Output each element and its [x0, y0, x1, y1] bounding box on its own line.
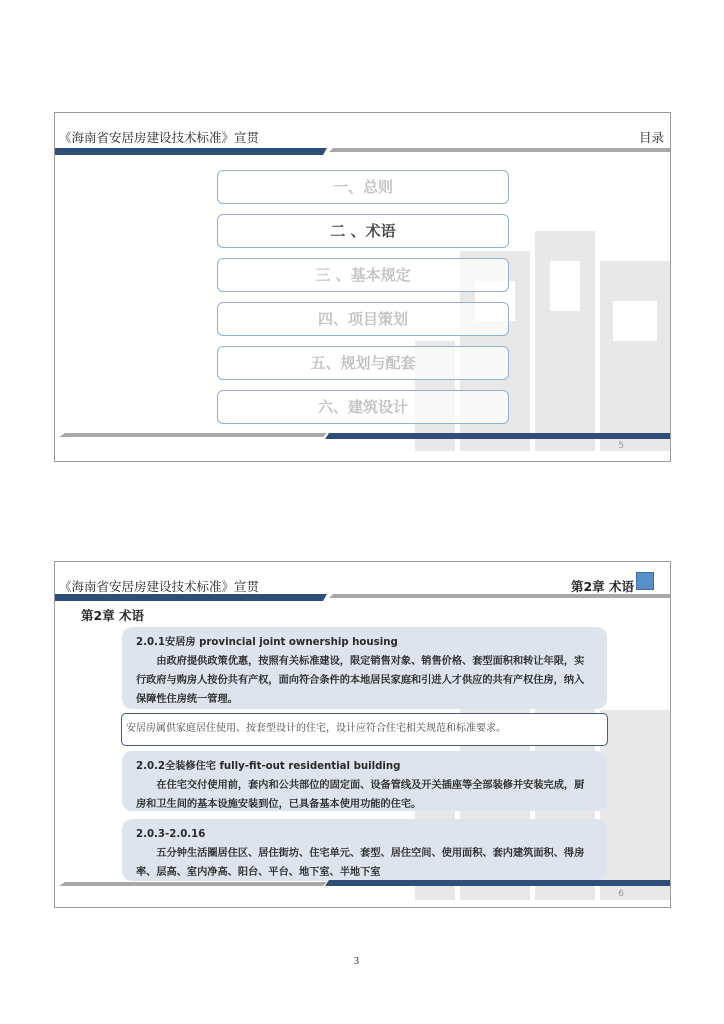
document-page-number: 3 — [354, 956, 359, 967]
toc-item-2[interactable]: 二 、术语 — [217, 214, 509, 248]
toc-item-1[interactable]: 一、总则 — [217, 170, 509, 204]
slide-header-section: 目录 — [638, 130, 664, 145]
term-box-2-0-1 — [122, 627, 607, 709]
slide-header-section: 第2章 术语 — [570, 579, 634, 594]
toc-item-5[interactable]: 五、规划与配套 — [217, 346, 509, 380]
slide-header-title: 《海南省安居房建设技术标准》宣贯 — [59, 130, 260, 145]
term-heading: 2.0.2全装修住宅 fully-fit-out residential building — [136, 761, 401, 772]
term-box-2-0-2 — [122, 751, 607, 811]
slide-page-number: 6 — [618, 889, 624, 899]
footer-divider — [55, 431, 671, 443]
toc-item-4[interactable]: 四、项目策划 — [217, 302, 509, 336]
footer-divider — [55, 878, 671, 890]
slide-page-number: 5 — [618, 441, 624, 451]
toc-item-3[interactable]: 三 、基本规定 — [217, 258, 509, 292]
slide-terms — [54, 561, 671, 908]
accent-square-icon — [636, 572, 654, 590]
slide-header-title: 《海南省安居房建设技术标准》宣贯 — [59, 579, 260, 594]
term-heading: 2.0.3-2.0.16 — [136, 829, 206, 840]
slide-toc — [54, 112, 671, 462]
term-heading: 2.0.1安居房 provincial joint ownership housing — [136, 637, 398, 648]
term-definition: 由政府提供政策优惠，按照有关标准建设，限定销售对象、销售价格、套型面积和转让年限，实行政府与购房人按份共有产权，面向符合条件的本地居民家庭和引进人才供应的共有产权住房，纳入保障性住房统一管理。 — [136, 656, 585, 705]
term-box-2-0-3 — [122, 819, 607, 881]
term-definition: 五分钟生活圈居住区、居住街坊、住宅单元、套型、居住空间、使用面积、套内建筑面积、得房率、层高、室内净高、阳台、平台、地下室、半地下室 — [136, 848, 585, 878]
chapter-label: 第2章 术语 — [81, 608, 145, 623]
note-box: 安居房属供家庭居住使用、按套型设计的住宅，设计应符合住宅相关规范和标准要求。 — [121, 713, 608, 746]
header-divider — [55, 146, 671, 156]
toc-item-6[interactable]: 六、建筑设计 — [217, 390, 509, 424]
term-definition: 在住宅交付使用前，套内和公共部位的固定面、设备管线及开关插座等全部装修并安装完成，厨房和卫生间的基本设施安装到位，已具备基本使用功能的住宅。 — [136, 780, 585, 810]
header-divider — [55, 592, 671, 602]
